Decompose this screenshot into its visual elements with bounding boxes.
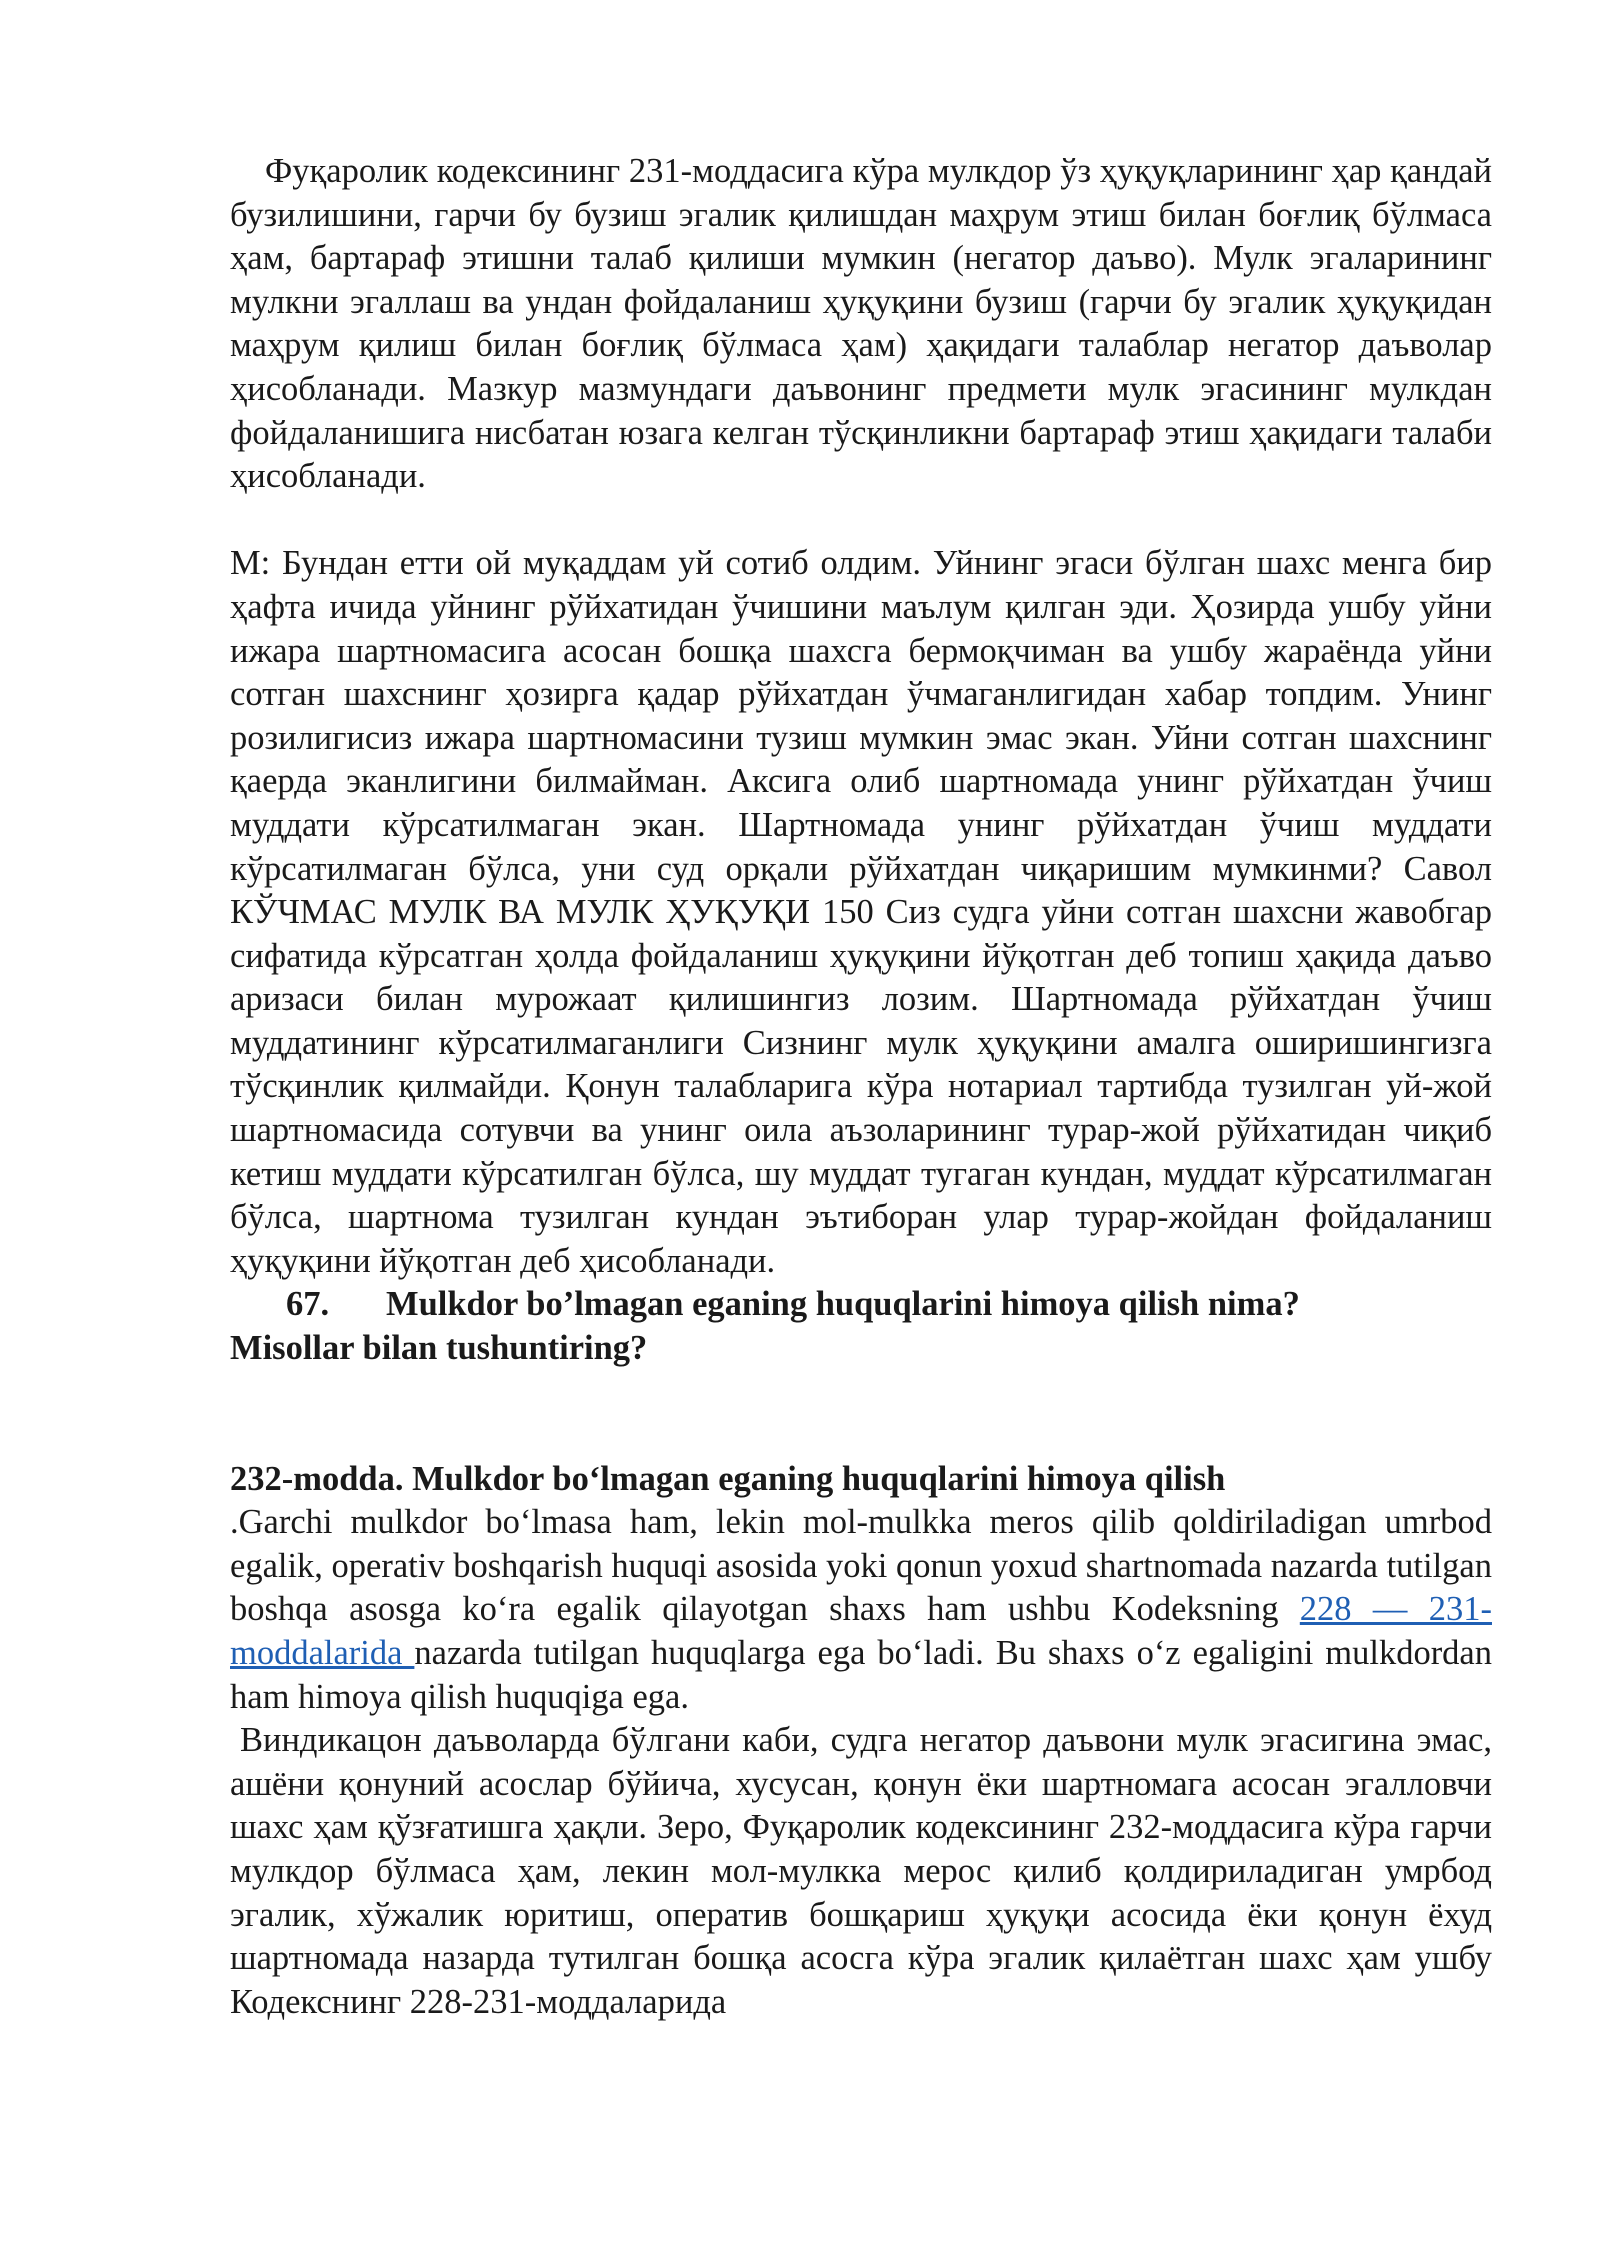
question-line-2: Misollar bilan tushuntiring? <box>230 1329 648 1368</box>
paragraph-negator-claim: Фуқаролик кодексининг 231-моддасига кўра мулкдор ўз ҳуқуқларининг ҳар қандай бузилишини, гарчи бу бузиш эгалик қилишдан маҳрум этиш билан боғлиқ бўлмаса ҳам, бартараф этишни талаб қилиши мумкин (негатор даъво). Мулк эгаларининг мулкни эгаллаш ва ундан фойдаланиш ҳуқуқини бузиш (гарчи бу эгалик ҳуқуқидан маҳрум қилиш билан боғлиқ бўлмаса ҳам) ҳақидаги талаблар негатор даъволар ҳисобланади. Мазкур мазмундаги даъвонинг предмети мулк эгасининг мулкдан фойдаланишига нисбатан юзага келган тўсқинликни бартараф этиш ҳақидаги талаби ҳисобланади. <box>230 152 1492 496</box>
paragraph-article-text <box>230 1501 1492 1719</box>
article-text-after-link: nazarda tutilgan huquqlarga ega bo‘ladi. Bu shaxs o‘z egaligini mulkdordan ham himoya qilish huquqiga ega. <box>230 1634 1492 1716</box>
paragraph-vindication: Виндикацон даъволарда бўлгани каби, судга негатор даъвони мулк эгасигина эмас, ашёни қонуний асослар бўйича, хусусан, қонун ёки шартномага асосан эгалловчи шахс ҳам қўзғатишга ҳақли. Зеро, Фуқаролик кодексининг 232-моддасига кўра гарчи мулкдор бўлмаса ҳам, лекин мол-мулкка мерос қилиб қолдириладиган умрбод эгалик, хўжалик юритиш, оператив бошқариш ҳуқуқи асосида ёки қонун ёхуд шартномада назарда тутилган бошқа асосга кўра эгалик қилаётган шахс ҳам ушбу Кодекснинг 228-231-моддаларида <box>230 1721 1492 2021</box>
question-heading <box>230 1283 1492 1370</box>
article-title: 232-modda. Mulkdor bo‘lmagan eganing huquqlarini himoya qilish <box>230 1459 1226 1498</box>
article-text-before-link: .Garchi mulkdor bo‘lmasa ham, lekin mol-mulkka meros qilib qoldiriladigan umrbod egalik, operativ boshqarish huquqi asosida yoki qonun yoxud shartnomada nazarda tutilgan boshqa asosga ko‘ra egalik qilayotgan shaxs ham ushbu Kodeksning <box>230 1503 1492 1629</box>
question-line-1: Mulkdor bo’lmagan eganing huquqlarini himoya qilish nima? <box>386 1285 1300 1324</box>
blank-lines <box>230 1371 1492 1458</box>
articles-link[interactable]: 228 — 231-moddalarida <box>230 1590 1492 1672</box>
document-page <box>230 150 1492 2024</box>
blank-line <box>230 499 1492 543</box>
paragraph-example-question-answer: М: Бундан етти ой муқаддам уй сотиб олдим. Уйнинг эгаси бўлган шахс менга бир ҳафта ичида уйнинг рўйхатидан ўчишини маълум қилган эди. Ҳозирда ушбу уйни ижара шартномасига асосан бошқа шахсга бермоқчиман ва ушбу жараёнда уйни сотган шахснинг ҳозирга қадар рўйхатдан ўчмаганлигидан хабар топдим. Унинг розилигисиз ижара шартномасини тузиш мумкин эмас экан. Уйни сотган шахснинг қаерда эканлигини билмайман. Аксига олиб шартномада унинг рўйхатдан ўчиш муддати кўрсатилмаган экан. Шартномада унинг рўйхатдан ўчиш муддати кўрсатилмаган бўлса, уни суд орқали рўйхатдан чиқаришим мумкинми? Савол КЎЧМАС МУЛК ВА МУЛК ҲУҚУҚИ 150 Сиз судга уйни сотган шахсни жавобгар сифатида кўрсатган ҳолда фойдаланиш ҳуқуқини йўқотган деб топиш ҳақида даъво аризаси билан мурожаат қилишингиз лозим. Шартномада рўйхатдан ўчиш муддатининг кўрсатилмаганлиги Сизнинг мулк ҳуқуқини амалга оширишингизга тўсқинлик қилмайди. Қонун талабларига кўра нотариал тартибда тузилган уй-жой шартномасида сотувчи ва унинг оила аъзоларининг турар-жой рўйхатидан чиқиб кетиш муддати кўрсатилган бўлса, шу муддат тугаган кундан, муддат кўрсатилмаган бўлса, шартнома тузилган кундан эътиборан улар турар-жойдан фойдаланиш ҳуқуқини йўқотган деб ҳисобланади. <box>230 544 1492 1280</box>
question-number: 67. <box>286 1285 330 1324</box>
